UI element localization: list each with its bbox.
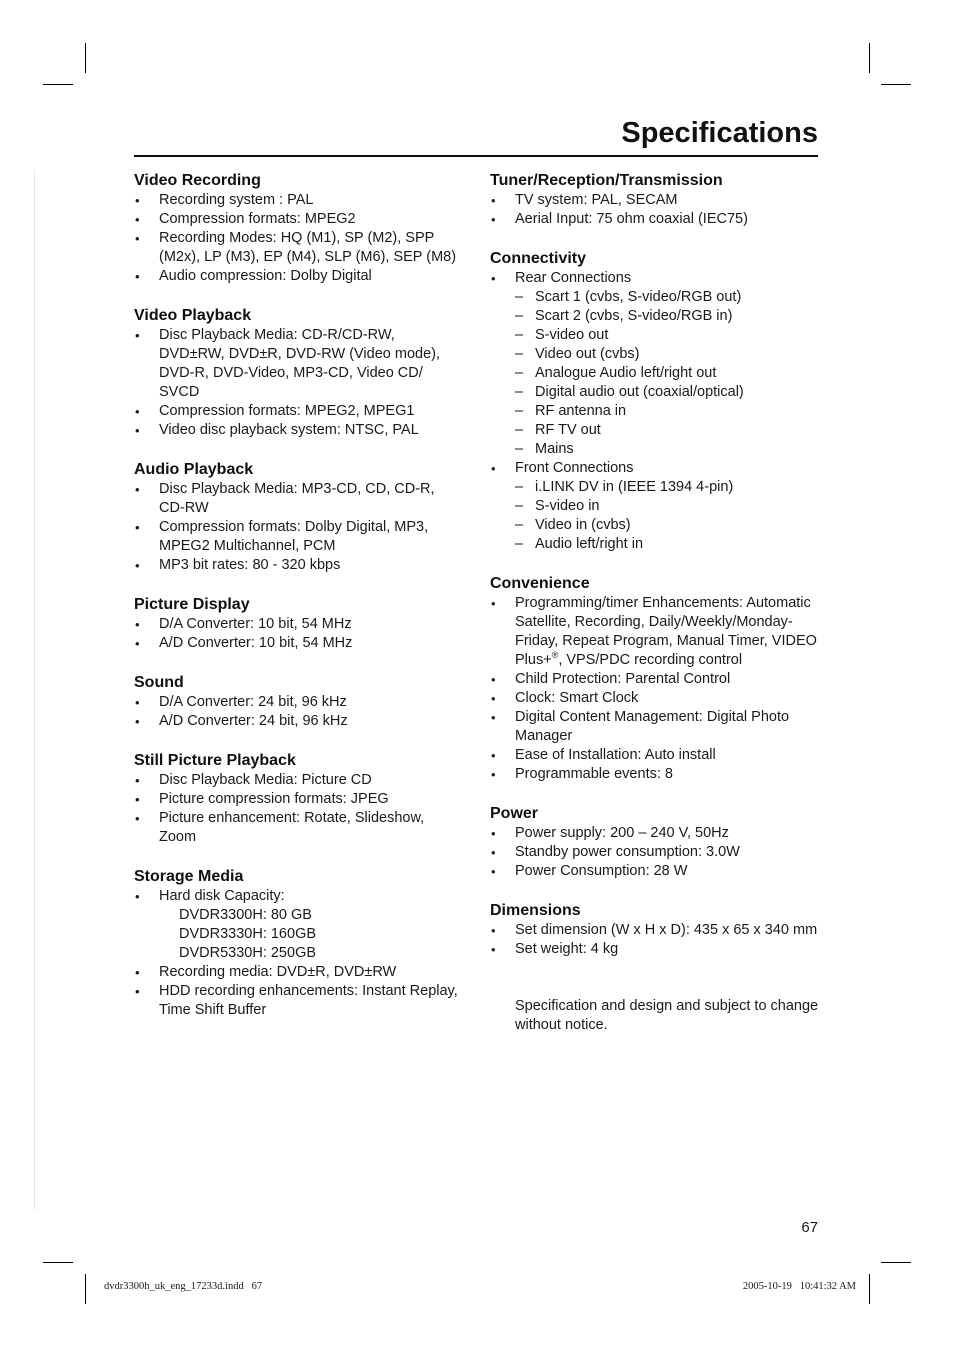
crop-mark: [85, 1274, 86, 1304]
hdd-model: DVDR3330H: 160GB: [179, 926, 317, 942]
spec-item: • D/A Converter: 10 bit, 54 MHz: [134, 615, 464, 634]
spec-text: , VPS/PDC recording control: [558, 652, 743, 668]
spec-item: • Compression formats: MPEG2: [134, 210, 464, 229]
spec-item: • Standby power consumption: 3.0W: [490, 843, 825, 862]
connection-item: – Analogue Audio left/right out: [515, 364, 825, 383]
spec-item: • Compression formats: Dolby Digital, MP3, MPEG2 Multichannel, PCM: [134, 518, 464, 556]
connection-item: – RF antenna in: [515, 402, 825, 421]
spec-item: • Recording Modes: HQ (M1), SP (M2), SPP (M2x), LP (M3), EP (M4), SLP (M6), SEP (M8): [134, 229, 464, 267]
spec-item: • Power Consumption: 28 W: [490, 862, 825, 881]
connection-item: – Video out (cvbs): [515, 345, 825, 364]
spec-item: • Aerial Input: 75 ohm coaxial (IEC75): [490, 210, 825, 229]
crop-mark: [43, 84, 73, 85]
section-heading: Connectivity: [490, 250, 587, 267]
section-heading: Power: [490, 805, 539, 822]
still-picture-section: [134, 751, 464, 847]
hdd-capacity-label: Hard disk Capacity:: [159, 888, 285, 904]
spec-item: • Ease of Installation: Auto install: [490, 746, 825, 765]
hdd-model: DVDR3300H: 80 GB: [179, 907, 312, 923]
convenience-section: [490, 574, 825, 784]
section-heading: Tuner/Reception/Transmission: [490, 172, 723, 189]
registered-mark: ®: [551, 650, 559, 661]
right-column: [490, 171, 825, 1055]
page-number: 67: [801, 1219, 818, 1236]
spec-item: • Digital Content Management: Digital Photo Manager: [490, 708, 825, 746]
section-heading: Dimensions: [490, 902, 581, 919]
audio-playback-section: [134, 460, 464, 575]
connection-item: – i.LINK DV in (IEEE 1394 4-pin): [515, 478, 825, 497]
spec-item: • Audio compression: Dolby Digital: [134, 267, 464, 286]
spec-item: • Set weight: 4 kg: [490, 940, 825, 959]
section-heading: Storage Media: [134, 868, 244, 885]
page-title: Specifications: [621, 117, 818, 149]
dimensions-section: [490, 901, 825, 1035]
spec-item: • Clock: Smart Clock: [490, 689, 825, 708]
spec-item: [134, 887, 464, 963]
crop-mark: [881, 1262, 911, 1263]
spec-text: Programming/timer Enhancements: Automatic Satellite, Recording, Daily/Weekly/Monday-Friday, Repeat Program, Manual Timer, VIDEO Plus+: [515, 595, 817, 668]
connection-item: – Scart 1 (cvbs, S-video/RGB out): [515, 288, 825, 307]
section-heading: Picture Display: [134, 596, 250, 613]
spec-item: • Power supply: 200 – 240 V, 50Hz: [490, 824, 825, 843]
tuner-section: [490, 171, 825, 229]
spec-item: • Picture enhancement: Rotate, Slideshow, Zoom: [134, 809, 464, 847]
rear-connections-label: Rear Connections: [515, 270, 632, 286]
connection-item: – Digital audio out (coaxial/optical): [515, 383, 825, 402]
section-heading: Still Picture Playback: [134, 752, 296, 769]
spec-item: • Disc Playback Media: CD-R/CD-RW, DVD±RW, DVD±R, DVD-RW (Video mode), DVD-R, DVD-Video, MP3-CD, Video CD/ SVCD: [134, 326, 464, 402]
footer-filename: dvdr3300h_uk_eng_17233d.indd 67: [104, 1281, 263, 1292]
connection-item: – S-video in: [515, 497, 825, 516]
picture-display-section: [134, 595, 464, 653]
spec-item: • Child Protection: Parental Control: [490, 670, 825, 689]
left-column: [134, 171, 464, 1040]
spec-item: • D/A Converter: 24 bit, 96 kHz: [134, 693, 464, 712]
spec-item: • Disc Playback Media: MP3-CD, CD, CD-R, CD-RW: [134, 480, 464, 518]
connection-item: – Video in (cvbs): [515, 516, 825, 535]
section-heading: Audio Playback: [134, 461, 254, 478]
crop-mark: [85, 43, 86, 73]
spec-item: • Set dimension (W x H x D): 435 x 65 x 340 mm: [490, 921, 825, 940]
section-heading: Video Recording: [134, 172, 261, 189]
power-section: [490, 804, 825, 881]
spec-item: • Compression formats: MPEG2, MPEG1: [134, 402, 464, 421]
spec-item: • TV system: PAL, SECAM: [490, 191, 825, 210]
spec-item: • Programmable events: 8: [490, 765, 825, 784]
crop-mark: [869, 43, 870, 73]
footer-timestamp: 2005-10-19 10:41:32 AM: [742, 1281, 856, 1292]
crop-mark: [43, 1262, 73, 1263]
front-connections-label: Front Connections: [515, 460, 634, 476]
spec-item: [490, 459, 825, 554]
spec-item: • Recording system : PAL: [134, 191, 464, 210]
crop-mark: [881, 84, 911, 85]
sound-section: [134, 673, 464, 731]
change-notice: Specification and design and subject to change without notice.: [515, 998, 819, 1033]
hdd-model: DVDR5330H: 250GB: [179, 945, 317, 961]
section-heading: Convenience: [490, 575, 590, 592]
video-playback-section: [134, 306, 464, 440]
connection-item: – Audio left/right in: [515, 535, 825, 554]
spec-item: [490, 594, 825, 670]
connection-item: – S-video out: [515, 326, 825, 345]
section-heading: Sound: [134, 674, 184, 691]
spec-item: • HDD recording enhancements: Instant Replay, Time Shift Buffer: [134, 982, 464, 1020]
connectivity-section: [490, 249, 825, 554]
spec-item: • MP3 bit rates: 80 - 320 kbps: [134, 556, 464, 575]
title-divider: [134, 155, 818, 157]
video-recording-section: [134, 171, 464, 286]
spec-item: • A/D Converter: 10 bit, 54 MHz: [134, 634, 464, 653]
spec-item: • Recording media: DVD±R, DVD±RW: [134, 963, 464, 982]
spec-item: [490, 269, 825, 459]
connection-item: – Scart 2 (cvbs, S-video/RGB in): [515, 307, 825, 326]
crop-mark: [869, 1274, 870, 1304]
spec-item: • A/D Converter: 24 bit, 96 kHz: [134, 712, 464, 731]
spec-item: • Picture compression formats: JPEG: [134, 790, 464, 809]
section-heading: Video Playback: [134, 307, 252, 324]
margin-rule: [34, 170, 35, 1210]
spec-item: • Disc Playback Media: Picture CD: [134, 771, 464, 790]
spec-item: • Video disc playback system: NTSC, PAL: [134, 421, 464, 440]
connection-item: – Mains: [515, 440, 825, 459]
storage-media-section: [134, 867, 464, 1020]
connection-item: – RF TV out: [515, 421, 825, 440]
